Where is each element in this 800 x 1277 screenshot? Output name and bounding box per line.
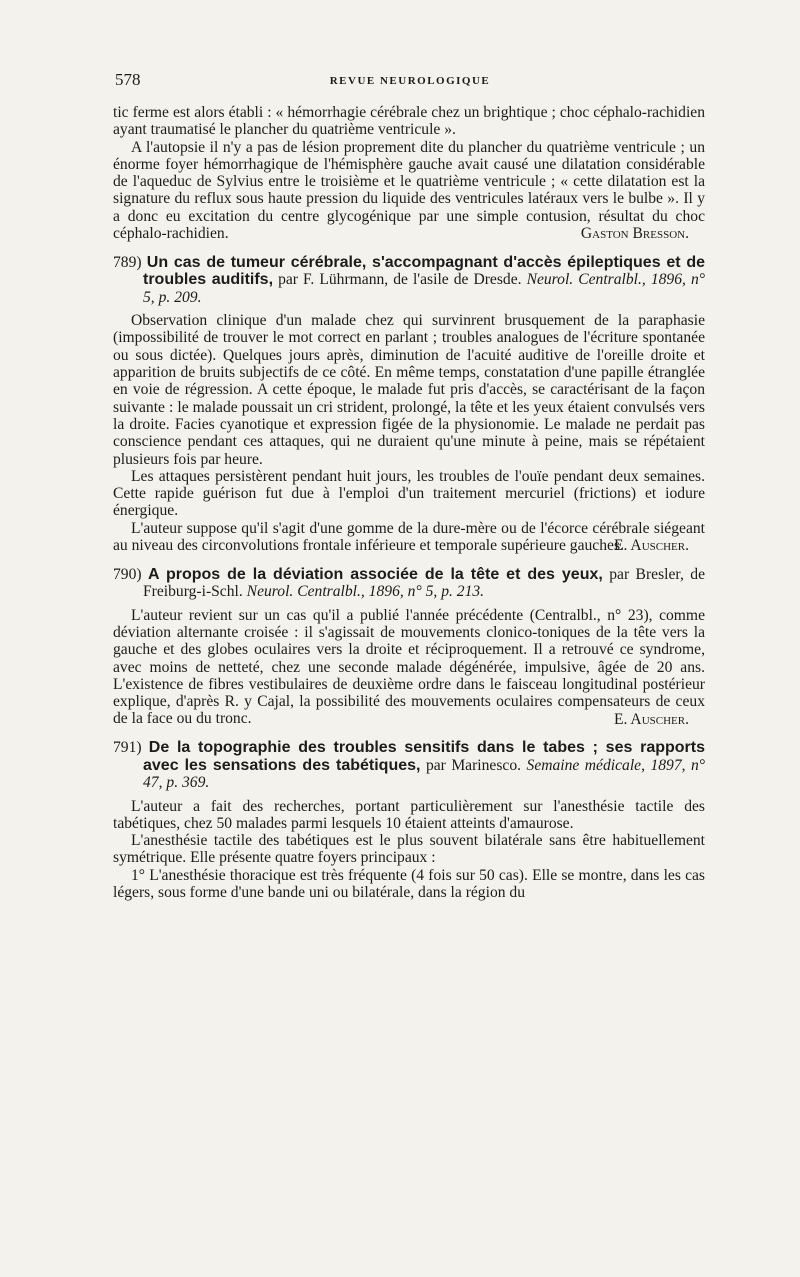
- entry-heading: [113, 254, 705, 307]
- abstract-entry-789: [113, 254, 705, 555]
- running-title: REVUE NEUROLOGIQUE: [329, 75, 491, 87]
- page-number: 578: [115, 70, 141, 89]
- intro-paragraph: tic ferme est alors établi : « hémorrhagie cérébrale chez un brightique ; choc céphalo-rachidien ayant traumatisé le plancher du quatrième ventricule ».: [113, 104, 705, 139]
- entry-byline: par Marinesco.: [425, 756, 522, 774]
- entry-number: 790): [113, 565, 142, 583]
- entry-paragraph: 1° L'anesthésie thoracique est très fréquente (4 fois sur 50 cas). Elle se montre, dans les cas légers, sous forme d'une bande uni ou bilatérale, dans la région du: [113, 866, 705, 901]
- entry-paragraph: L'auteur a fait des recherches, portant particulièrement sur l'anesthésie tactile des tabétiques, chez 50 malades parmi lesquels 10 étaient atteints d'amaurose.: [113, 797, 705, 832]
- entry-heading: [113, 739, 705, 792]
- entry-paragraph: L'auteur revient sur un cas qu'il a publié l'année précédente (Centralbl., n° 23), comme déviation alternante croisée : il s'agissait de mouvements clonico-toniques de la tête vers la gauche et des globes oculaires vers la droite et réciproquement. Il a retrouvé ce syndrome, avec moins de netteté, chez une seconde malade dégénérée, impulsive, âgée de 20 ans. L'existence de fibres vestibulaires de deuxième ordre dans le faisceau longitudinal postérieur explique, d'après R. y Cajal, la possibilité des mouvements oculaires compensateurs de ceux de la face ou du tronc.: [113, 606, 705, 728]
- entry-byline: par F. Lührmann, de l'asile de Dresde.: [278, 271, 522, 289]
- entry-byline: par Bresler, de Freiburg-i-Schl.: [143, 565, 705, 601]
- entry-number: 791): [113, 739, 142, 756]
- signature: Gaston Bresson.: [580, 225, 689, 243]
- entry-paragraph: L'auteur suppose qu'il s'agit d'une gomme de la dure-mère ou de l'écorce cérébrale siégeant au niveau des circonvolutions frontale inférieure et temporale supérieure gauches.: [113, 519, 705, 555]
- entry-paragraph: L'anesthésie tactile des tabétiques est le plus souvent bilatérale sans être habituellement symétrique. Elle présente quatre foyers principaux :: [113, 832, 705, 867]
- entry-number: 789): [113, 253, 142, 271]
- entry-source: Neurol. Centralbl., 1896, n° 5, p. 209.: [143, 271, 705, 306]
- signature: E. Auscher.: [613, 537, 689, 555]
- entry-title: A propos de la déviation associée de la tête et des yeux,: [148, 565, 603, 583]
- abstract-entry-791: [113, 739, 705, 901]
- entry-title: Un cas de tumeur cérébrale, s'accompagnant d'accès épileptiques et de troubles auditifs,: [143, 253, 705, 289]
- page-header: [115, 70, 705, 98]
- signature: E. Auscher.: [613, 710, 689, 728]
- intro-paragraph: A l'autopsie il n'y a pas de lésion proprement dite du plancher du quatrième ventricule ; un énorme foyer hémorrhagique de l'hémisphère gauche avait causé une dilatation considérable de l'aqueduc de Sylvius entre le troisième et le quatrième ventricule ; « cette dilatation est la signature du reflux sous haute pression du liquide des ventricules latéraux vers le bulbe ». Il y a donc eu excitation du centre glycogénique par une simple contusion, résultat du choc céphalo-rachidien.: [113, 138, 705, 243]
- entry-title: De la topographie des troubles sensitifs dans le tabes ; ses rapports avec les sensations des tabétiques,: [143, 739, 706, 774]
- entry-paragraph: Les attaques persistèrent pendant huit jours, les troubles de l'ouïe pendant deux semaines. Cette rapide guérison fut due à l'emploi d'un traitement mercuriel (frictions) et iodure énergique.: [113, 467, 705, 520]
- entry-source: Neurol. Centralbl., 1896, n° 5, p. 213.: [246, 583, 485, 601]
- entry-paragraph: Observation clinique d'un malade chez qui survinrent brusquement de la paraphasie (impossibilité de trouver le mot correct en parlant ; troubles analogues de l'écriture spontanée ou sous dictée). Quelques jours après, diminution de l'acuité auditive de l'oreille droite et apparition de bruits subjectifs de ce côté. En même temps, constatation d'une papille étranglée en voie de régression. A cette époque, le malade fut pris d'accès, se caractérisant de la façon suivante : le malade poussait un cri strident, prolongé, la tête et les yeux étaient convulsés vers la droite. Facies cyanotique et expression figée de la physionomie. Le malade ne perdait pas conscience pendant ces attaques, qui ne duraient qu'une minute à peine, mais se répétaient plusieurs fois par heure.: [113, 312, 705, 468]
- page-body: [113, 104, 705, 901]
- abstract-entry-790: [113, 566, 705, 728]
- entry-heading: [113, 566, 705, 601]
- entry-source: Semaine médicale, 1897, n° 47, p. 369.: [143, 756, 706, 791]
